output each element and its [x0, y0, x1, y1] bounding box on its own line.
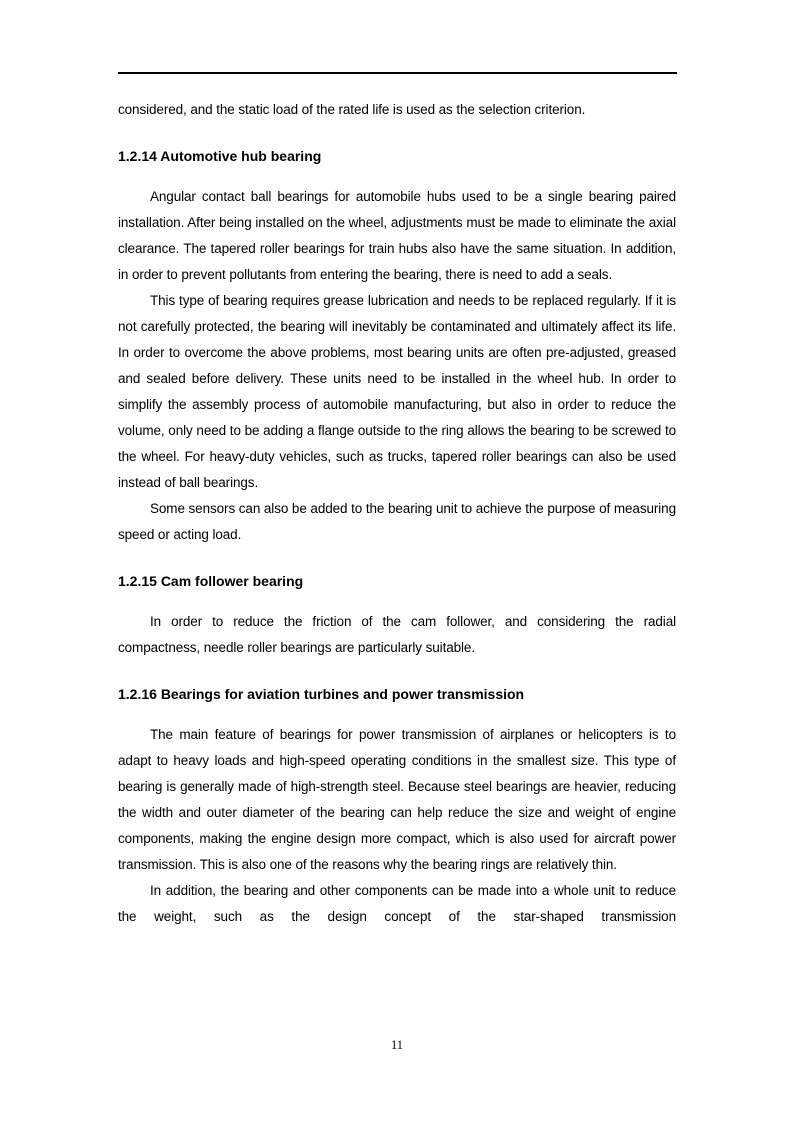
page-number: 11: [390, 1038, 404, 1052]
section-heading-1-2-16: 1.2.16 Bearings for aviation turbines and power transmission: [118, 686, 525, 702]
paragraph: In order to reduce the friction of the cam follower, and considering the radial compactness, needle roller bearings are particularly suitable.: [118, 614, 676, 655]
paragraph: The main feature of bearings for power transmission of airplanes or helicopters is to adapt to heavy loads and high-speed operating conditions in the smallest size. This type of bearing is generally made of high-strength steel. Because steel bearings are heavier, reducing the width and outer diameter of the bearing can help reduce the size and weight of engine components, making the engine design more compact, which is also used for aircraft power transmission. This is also one of the reasons why the bearing rings are relatively thin.: [118, 727, 676, 872]
section-heading-1-2-15: 1.2.15 Cam follower bearing: [118, 573, 304, 589]
paragraph: Angular contact ball bearings for automobile hubs used to be a single bearing paired installation. After being installed on the wheel, adjustments must be made to eliminate the axial clearance. The tapered roller bearings for train hubs also have the same situation. In addition, in order to prevent pollutants from entering the bearing, there is need to add a seals.: [118, 189, 676, 282]
page-content: [118, 97, 676, 930]
section-heading-1-2-14: 1.2.14 Automotive hub bearing: [118, 148, 322, 164]
header-rule: [118, 72, 677, 74]
intro-paragraph: considered, and the static load of the rated life is used as the selection criterion.: [118, 102, 586, 117]
paragraph: This type of bearing requires grease lubrication and needs to be replaced regularly. If it is not carefully protected, the bearing will inevitably be contaminated and ultimately affect its life. In order to overcome the above problems, most bearing units are often pre-adjusted, greased and sealed before delivery. These units need to be installed in the wheel hub. In order to simplify the assembly process of automobile manufacturing, but also in order to reduce the volume, only need to be adding a flange outside to the ring allows the bearing to be screwed to the wheel. For heavy-duty vehicles, such as trucks, tapered roller bearings can also be used instead of ball bearings.: [118, 293, 676, 490]
paragraph: Some sensors can also be added to the bearing unit to achieve the purpose of measuring speed or acting load.: [118, 501, 676, 542]
paragraph: In addition, the bearing and other components can be made into a whole unit to reduce the weight, such as the design concept of the star-shaped transmission: [118, 883, 676, 924]
